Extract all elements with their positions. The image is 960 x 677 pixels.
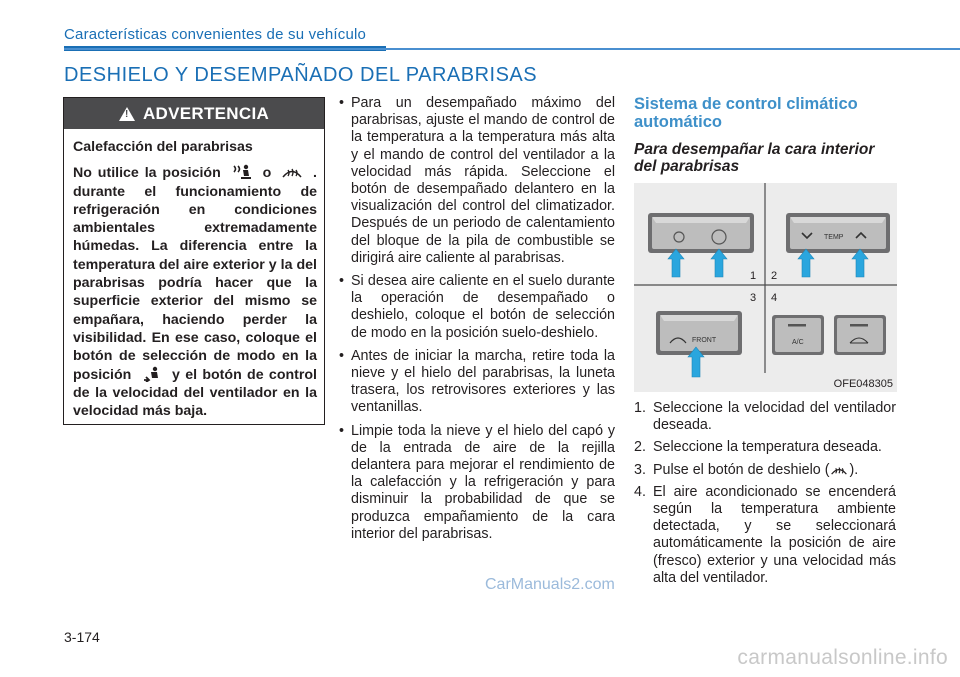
floor-icon xyxy=(141,366,163,382)
step-number: 2. xyxy=(634,439,646,456)
step-number: 1. xyxy=(634,400,646,416)
bullet-list xyxy=(339,95,615,543)
list-item xyxy=(634,439,896,456)
warning-text-3: . durante el funcionamiento de refrigeración en condiciones ambientales extremadamente húmedas. La diferencia entre la temperatura del aire exterior y la del parabrisas podría hacer que la superficie exterior del mismo se empañara, haciendo perder la visibilidad. En ese caso, coloque el botón de selección de modo en la posición xyxy=(73,165,317,383)
label-4: 4 xyxy=(771,292,778,304)
defrost-icon xyxy=(281,164,303,180)
label-1: 1 xyxy=(750,270,757,282)
ac-label: A/C xyxy=(792,339,804,346)
climate-panel-illustration xyxy=(634,183,897,392)
label-2: 2 xyxy=(771,270,778,282)
step-text: Seleccione la velocidad del ventilador deseada. xyxy=(653,400,896,434)
list-item: • Limpie toda la nieve y el hielo del capó y de la entrada de aire de la rejilla delantera para mejorar el rendimiento de la calefacción y la refrigeración y para disminuir la probabilidad de que se produzca empañamiento de la cara interior del parabrisas. xyxy=(339,423,615,543)
warning-box xyxy=(63,97,325,425)
label-3: 3 xyxy=(750,292,757,304)
section-label: Características convenientes de su vehículo xyxy=(64,26,367,43)
warning-text xyxy=(73,164,317,420)
warning-text-2: o xyxy=(262,165,272,182)
list-item: • Para un desempañado máximo del parabrisas, ajuste el mando de control de la temperatura a la temperatura más alta y el mando de control del ventilador a la velocidad más rápida. Seleccione el botón de desempañado delantero en la visualización del control del climatizador. Después de un periodo de calentamiento del bloque de la pila de combustible se dirigirá aire caliente al parabrisas. xyxy=(339,95,615,267)
site-watermark: carmanualsonline.info xyxy=(737,646,948,669)
climate-section xyxy=(634,95,896,175)
step-number: 3. xyxy=(634,461,646,478)
warning-header xyxy=(64,98,324,129)
watermark: CarManuals2.com xyxy=(485,576,615,593)
bullet-column xyxy=(339,95,615,549)
step-text: Pulse el botón de deshielo ( xyxy=(653,461,830,478)
front-label: FRONT xyxy=(692,337,717,344)
step-text: Seleccione la temperatura deseada. xyxy=(653,439,882,456)
climate-heading: Sistema de control climático automático xyxy=(634,95,858,131)
climate-subheading: Para desempañar la cara interior del parabrisas xyxy=(634,141,875,175)
warning-heading: ADVERTENCIA xyxy=(142,103,270,123)
list-item xyxy=(634,400,896,434)
steps-list xyxy=(634,400,896,592)
warning-text-1: No utilice la posición xyxy=(73,165,221,182)
temp-label: TEMP xyxy=(824,234,844,241)
page-title: DESHIELO Y DESEMPAÑADO DEL PARABRISAS xyxy=(64,64,538,86)
list-item: • Antes de iniciar la marcha, retire toda la nieve y el hielo del parabrisas, la luneta trasera, los retrovisores exteriores y las ventanillas. xyxy=(339,348,615,417)
list-item xyxy=(634,484,896,587)
warning-icon xyxy=(119,107,135,121)
climate-control-figure xyxy=(634,183,897,392)
step-text: El aire acondicionado se encenderá según la temperatura ambiente detectada, y se seleccionará automáticamente la posición de aire (fresco) exterior y una velocidad más alta del ventilador. xyxy=(653,483,896,586)
step-number: 4. xyxy=(634,483,646,500)
list-item: • Si desea aire caliente en el suelo durante la operación de desempañado o deshielo, coloque el botón de selección de modo en la posición suelo-deshielo. xyxy=(339,273,615,342)
figure-caption: OFE048305 xyxy=(833,378,893,390)
warning-body xyxy=(73,138,317,428)
warning-text-4: y el botón de control de la velocidad del ventilador en la velocidad más baja. xyxy=(73,366,318,420)
warning-title: Calefacción del parabrisas xyxy=(73,139,253,155)
floor-defrost-icon xyxy=(231,164,253,180)
page-number: 3-174 xyxy=(64,629,100,645)
step-text-end: ). xyxy=(849,461,859,478)
header-rule xyxy=(64,48,960,50)
list-item xyxy=(634,462,896,479)
defrost-icon xyxy=(830,463,848,477)
